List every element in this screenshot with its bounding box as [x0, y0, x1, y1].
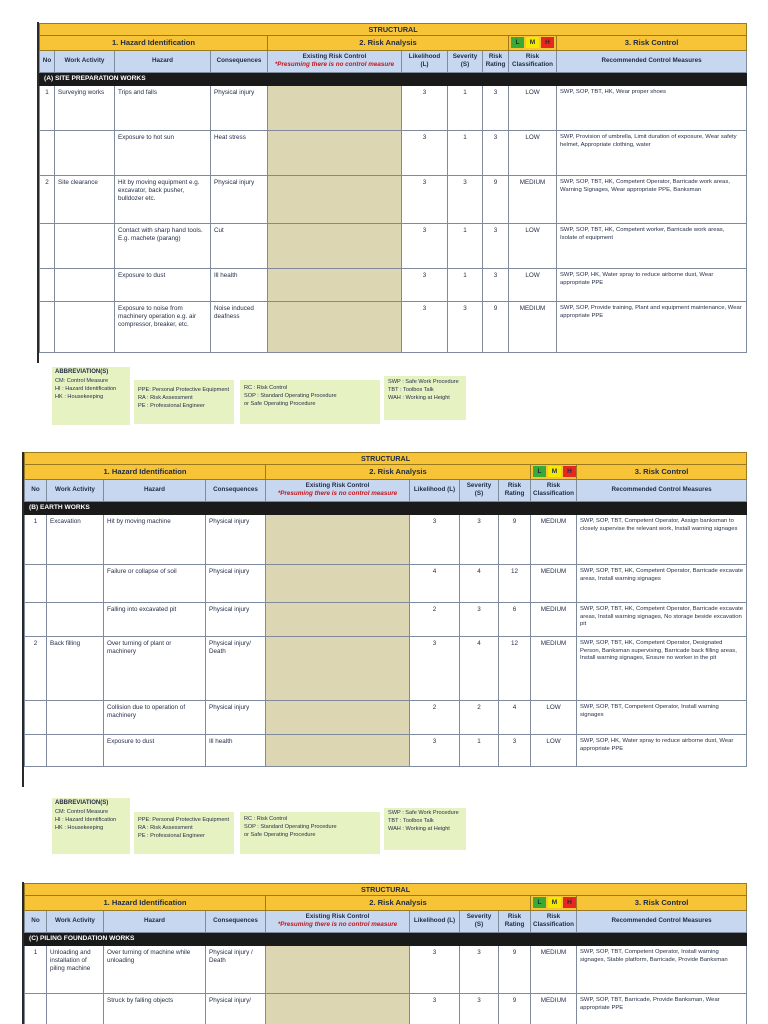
consequences-cell: Physical injury	[206, 603, 266, 637]
work-activity-cell: Excavation	[47, 515, 104, 565]
consequences-cell: Physical injury/ Death	[206, 637, 266, 701]
severity-cell: 3	[460, 603, 499, 637]
abbreviation-list-4	[388, 378, 459, 402]
work-activity-cell	[47, 603, 104, 637]
abbr-tbt: TBT : Toolbox Talk	[388, 818, 434, 825]
abbr-hi: HI : Hazard Identification	[55, 816, 117, 823]
abbreviation-list-2	[138, 816, 229, 840]
risk-classification-cell: MEDIUM	[531, 603, 577, 637]
risk-legend	[531, 465, 577, 480]
page-title: STRUCTURAL	[40, 24, 747, 36]
risk-classification-cell: LOW	[509, 224, 557, 269]
abbr-hi: HI : Hazard Identification	[55, 385, 117, 392]
likelihood-cell: 3	[402, 131, 448, 176]
row-number	[40, 302, 55, 353]
severity-cell: 1	[460, 735, 499, 767]
legend-medium: M	[548, 897, 561, 908]
abbr-swp: SWP : Safe Work Procedure	[388, 379, 459, 385]
col-consequences: Consequences	[206, 911, 266, 932]
work-activity-cell	[55, 302, 115, 353]
consequences-cell: Noise induced deafness	[211, 302, 268, 353]
abbreviation-title: ABBREVIATION(S)	[55, 800, 109, 806]
col-existing-title: Existing Risk Control	[302, 53, 367, 61]
existing-control-cell	[266, 701, 410, 735]
abbr-sop-alt: or Safe Operating Procedure	[244, 832, 316, 839]
category-site-preparation: (A) SITE PREPARATION WORKS	[40, 72, 747, 86]
existing-control-cell	[266, 946, 410, 994]
severity-cell: 3	[460, 994, 499, 1024]
col-severity: Severity (S)	[460, 480, 499, 501]
control-measures-cell: SWP, SOP, TBT, Competent Operator, Install warning signages, Stable platform, Barricade, Provide Banksman	[577, 946, 747, 994]
hazard-cell: Falling into excavated pit	[104, 603, 206, 637]
row-number	[25, 603, 47, 637]
abbr-ra: RA : Risk Assessment	[138, 395, 193, 402]
row-number	[25, 735, 47, 767]
table-row	[40, 86, 747, 131]
page-title: STRUCTURAL	[25, 884, 747, 896]
risk-classification-cell: MEDIUM	[531, 994, 577, 1024]
table-row	[40, 176, 747, 224]
work-activity-cell: Unloading and installation of piling machine	[47, 946, 104, 994]
abbr-pe: PE : Professional Engineer	[138, 403, 205, 410]
existing-control-cell	[266, 637, 410, 701]
severity-cell: 1	[448, 269, 483, 302]
severity-cell: 3	[460, 946, 499, 994]
col-recommended-measures: Recommended Control Measures	[557, 51, 747, 72]
abbr-sop: SOP : Standard Operating Procedure	[244, 393, 337, 400]
hazard-cell: Exposure to dust	[115, 269, 211, 302]
risk-legend	[509, 36, 557, 51]
existing-control-cell	[268, 131, 402, 176]
legend-high: H	[541, 37, 554, 48]
likelihood-cell: 3	[410, 515, 460, 565]
col-hazard: Hazard	[104, 480, 206, 501]
risk-legend	[531, 896, 577, 911]
col-severity: Severity (S)	[448, 51, 483, 72]
page-title: STRUCTURAL	[25, 453, 747, 465]
consequences-cell: Physical injury	[211, 176, 268, 224]
col-risk-rating: Risk Rating	[483, 51, 509, 72]
col-risk-rating: Risk Rating	[499, 911, 531, 932]
risk-classification-cell: LOW	[509, 269, 557, 302]
col-existing-note: *Presuming there is no control measure	[274, 61, 395, 69]
hazard-cell: Exposure to noise from machinery operation e.g. air compressor, breaker, etc.	[115, 302, 211, 353]
col-recommended-measures: Recommended Control Measures	[577, 480, 747, 501]
likelihood-cell: 2	[410, 701, 460, 735]
work-activity-cell	[47, 565, 104, 603]
work-activity-cell: Back filling	[47, 637, 104, 701]
risk-classification-cell: MEDIUM	[531, 637, 577, 701]
col-existing-note: *Presuming there is no control measure	[277, 921, 398, 929]
risk-rating-cell: 12	[499, 637, 531, 701]
row-number: 1	[25, 946, 47, 994]
abbr-rc: RC : Risk Control	[244, 816, 288, 822]
table-row	[40, 269, 747, 302]
abbr-sop-alt: or Safe Operating Procedure	[244, 401, 316, 408]
col-no: No	[25, 480, 47, 501]
abbr-ppe: PPE: Personal Protective Equipment	[138, 817, 230, 823]
abbr-rc: RC : Risk Control	[244, 385, 288, 391]
hazard-cell: Over turning of machine while unloading	[104, 946, 206, 994]
severity-cell: 1	[448, 131, 483, 176]
work-activity-cell	[55, 131, 115, 176]
likelihood-cell: 3	[402, 176, 448, 224]
abbreviation-list-3	[244, 815, 337, 839]
section-hazard-identification: 1. Hazard Identification	[25, 465, 266, 480]
existing-control-cell	[268, 224, 402, 269]
section-risk-analysis: 2. Risk Analysis	[266, 896, 531, 911]
col-risk-classification: Risk Classification	[531, 911, 577, 932]
existing-control-cell	[266, 735, 410, 767]
hazard-cell: Exposure to dust	[104, 735, 206, 767]
col-no: No	[40, 51, 55, 72]
likelihood-cell: 3	[402, 269, 448, 302]
table-row	[25, 565, 747, 603]
row-number	[40, 131, 55, 176]
existing-control-cell	[268, 302, 402, 353]
row-number: 2	[40, 176, 55, 224]
risk-rating-cell: 9	[499, 994, 531, 1024]
risk-classification-cell: MEDIUM	[531, 515, 577, 565]
col-risk-classification: Risk Classification	[531, 480, 577, 501]
col-risk-classification: Risk Classification	[509, 51, 557, 72]
control-measures-cell: SWP, SOP, TBT, Competent Operator, Install warning signages	[577, 701, 747, 735]
risk-rating-cell: 4	[499, 701, 531, 735]
consequences-cell: Ill health	[211, 269, 268, 302]
consequences-cell: Cut	[211, 224, 268, 269]
consequences-cell: Heat stress	[211, 131, 268, 176]
category-piling-foundation: (C) PILING FOUNDATION WORKS	[25, 932, 747, 946]
risk-rating-cell: 9	[483, 176, 509, 224]
section-risk-control: 3. Risk Control	[577, 896, 747, 911]
hazard-cell: Hit by moving equipment e.g. excavator, back pusher, bulldozer etc.	[115, 176, 211, 224]
col-recommended-measures: Recommended Control Measures	[577, 911, 747, 932]
control-measures-cell: SWP, SOP, TBT, HK, Competent Operator, Designated Person, Banksman supervising, Barricade back filling areas, Install warning signages, Ensure no worker in the pit	[577, 637, 747, 701]
control-measures-cell: SWP, SOP, HK, Water spray to reduce airborne dust, Wear appropriate PPE	[577, 735, 747, 767]
risk-table-piling-foundation	[24, 883, 747, 1024]
control-measures-cell: SWP, SOP, TBT, HK, Competent Operator, Barricade work areas, Warning Signages, Wear appropriate PPE, Banksman	[557, 176, 747, 224]
risk-rating-cell: 3	[483, 224, 509, 269]
existing-control-cell	[266, 515, 410, 565]
control-measures-cell: SWP, SOP, TBT, HK, Competent worker, Barricade work areas, Isolate of equipment	[557, 224, 747, 269]
row-number: 1	[25, 515, 47, 565]
col-likelihood: Likelihood (L)	[410, 480, 460, 501]
col-existing-note: *Presuming there is no control measure	[277, 490, 398, 498]
risk-rating-cell: 9	[483, 302, 509, 353]
existing-control-cell	[266, 994, 410, 1024]
work-activity-cell	[55, 269, 115, 302]
risk-classification-cell: MEDIUM	[509, 302, 557, 353]
section-hazard-identification: 1. Hazard Identification	[25, 896, 266, 911]
section-risk-analysis: 2. Risk Analysis	[266, 465, 531, 480]
risk-classification-cell: LOW	[531, 735, 577, 767]
consequences-cell: Physical injury	[206, 701, 266, 735]
risk-rating-cell: 3	[483, 86, 509, 131]
hazard-cell: Failure or collapse of soil	[104, 565, 206, 603]
hazard-cell: Hit by moving machine	[104, 515, 206, 565]
col-work-activity: Work Activity	[47, 911, 104, 932]
likelihood-cell: 3	[402, 302, 448, 353]
section-risk-control: 3. Risk Control	[557, 36, 747, 51]
col-hazard: Hazard	[115, 51, 211, 72]
severity-cell: 3	[448, 302, 483, 353]
abbr-ra: RA : Risk Assessment	[138, 825, 193, 832]
control-measures-cell: SWP, SOP, TBT, Competent Operator, Assign banksman to closely supervise the relevant work, Install warning signages	[577, 515, 747, 565]
legend-high: H	[563, 466, 576, 477]
control-measures-cell: SWP, SOP, HK, Water spray to reduce airborne dust, Wear appropriate PPE	[557, 269, 747, 302]
legend-low: L	[511, 37, 524, 48]
hazard-cell: Contact with sharp hand tools. E.g. machete (parang)	[115, 224, 211, 269]
col-consequences: Consequences	[206, 480, 266, 501]
work-activity-cell: Surveying works	[55, 86, 115, 131]
col-severity: Severity (S)	[460, 911, 499, 932]
table-row	[25, 994, 747, 1024]
section-risk-analysis: 2. Risk Analysis	[268, 36, 509, 51]
risk-classification-cell: LOW	[509, 86, 557, 131]
hazard-cell: Collision due to operation of machinery	[104, 701, 206, 735]
risk-rating-cell: 3	[483, 269, 509, 302]
row-number: 2	[25, 637, 47, 701]
section-hazard-identification: 1. Hazard Identification	[40, 36, 268, 51]
abbr-cm: CM: Control Measure	[55, 808, 109, 815]
legend-low: L	[533, 897, 546, 908]
legend-low: L	[533, 466, 546, 477]
likelihood-cell: 3	[402, 86, 448, 131]
existing-control-cell	[266, 565, 410, 603]
severity-cell: 4	[460, 637, 499, 701]
legend-medium: M	[548, 466, 561, 477]
risk-table-earth-works	[24, 452, 747, 767]
abbr-tbt: TBT : Toolbox Talk	[388, 387, 434, 394]
risk-rating-cell: 6	[499, 603, 531, 637]
abbr-swp: SWP : Safe Work Procedure	[388, 810, 459, 816]
col-hazard: Hazard	[104, 911, 206, 932]
likelihood-cell: 4	[410, 565, 460, 603]
control-measures-cell: SWP, Provision of umbrella, Limit duration of exposure, Wear safety helmet, Appropriate clothing, water	[557, 131, 747, 176]
abbr-hk: HK : Housekeeping	[55, 824, 104, 831]
table-row	[40, 224, 747, 269]
table-row	[25, 637, 747, 701]
hazard-cell: Over turning of plant or machinery	[104, 637, 206, 701]
abbr-cm: CM: Control Measure	[55, 377, 109, 384]
existing-control-cell	[266, 603, 410, 637]
col-work-activity: Work Activity	[55, 51, 115, 72]
table-row	[25, 701, 747, 735]
risk-rating-cell: 3	[499, 735, 531, 767]
table-row	[40, 302, 747, 353]
abbreviation-list-1	[55, 799, 116, 832]
risk-table-site-preparation	[39, 23, 747, 353]
abbr-ppe: PPE: Personal Protective Equipment	[138, 387, 230, 393]
row-number: 1	[40, 86, 55, 131]
risk-rating-cell: 9	[499, 946, 531, 994]
legend-medium: M	[526, 37, 539, 48]
consequences-cell: Physical injury	[206, 515, 266, 565]
existing-control-cell	[268, 86, 402, 131]
control-measures-cell: SWP, SOP, TBT, HK, Competent Operator, Barricade excavate areas, Install warning signages, No storage beside excavation pit	[577, 603, 747, 637]
table-row	[25, 515, 747, 565]
abbr-wah: WAH : Working at Height	[388, 395, 450, 402]
category-earth-works: (B) EARTH WORKS	[25, 501, 747, 515]
existing-control-cell	[268, 176, 402, 224]
row-number	[25, 994, 47, 1024]
likelihood-cell: 3	[402, 224, 448, 269]
row-number	[25, 701, 47, 735]
likelihood-cell: 2	[410, 603, 460, 637]
col-likelihood: Likelihood (L)	[410, 911, 460, 932]
legend-high: H	[563, 897, 576, 908]
abbreviation-list-1	[55, 368, 116, 401]
risk-classification-cell: MEDIUM	[509, 176, 557, 224]
col-existing-title: Existing Risk Control	[305, 913, 370, 921]
severity-cell: 1	[448, 224, 483, 269]
risk-classification-cell: MEDIUM	[531, 946, 577, 994]
abbr-pe: PE : Professional Engineer	[138, 833, 205, 840]
col-no: No	[25, 911, 47, 932]
col-existing-control	[268, 51, 402, 72]
col-existing-title: Existing Risk Control	[305, 482, 370, 490]
abbreviation-list-3	[244, 384, 337, 408]
existing-control-cell	[268, 269, 402, 302]
likelihood-cell: 3	[410, 994, 460, 1024]
severity-cell: 1	[448, 86, 483, 131]
control-measures-cell: SWP, SOP, TBT, HK, Competent Operator, Barricade excavate areas, Install warning signages	[577, 565, 747, 603]
risk-classification-cell: MEDIUM	[531, 565, 577, 603]
col-likelihood: Likelihood (L)	[402, 51, 448, 72]
consequences-cell: Physical injury	[206, 565, 266, 603]
table-row	[25, 735, 747, 767]
likelihood-cell: 3	[410, 946, 460, 994]
col-existing-control	[266, 911, 410, 932]
row-number	[40, 224, 55, 269]
col-existing-control	[266, 480, 410, 501]
abbr-wah: WAH : Working at Height	[388, 826, 450, 833]
consequences-cell: Physical injury	[211, 86, 268, 131]
col-work-activity: Work Activity	[47, 480, 104, 501]
work-activity-cell	[47, 994, 104, 1024]
consequences-cell: Physical injury / Death	[206, 946, 266, 994]
control-measures-cell: SWP, SOP, Provide training, Plant and equipment maintenance, Wear appropriate PPE	[557, 302, 747, 353]
row-number	[40, 269, 55, 302]
consequences-cell: Physical injury/	[206, 994, 266, 1024]
risk-classification-cell: LOW	[531, 701, 577, 735]
risk-classification-cell: LOW	[509, 131, 557, 176]
col-risk-rating: Risk Rating	[499, 480, 531, 501]
work-activity-cell	[47, 701, 104, 735]
abbreviation-title: ABBREVIATION(S)	[55, 369, 109, 375]
consequences-cell: Ill health	[206, 735, 266, 767]
abbr-hk: HK : Housekeeping	[55, 393, 104, 400]
row-number	[25, 565, 47, 603]
hazard-cell: Struck by falling objects	[104, 994, 206, 1024]
severity-cell: 3	[460, 515, 499, 565]
abbreviation-list-2	[138, 386, 229, 410]
hazard-cell: Trips and falls	[115, 86, 211, 131]
likelihood-cell: 3	[410, 637, 460, 701]
risk-rating-cell: 9	[499, 515, 531, 565]
severity-cell: 2	[460, 701, 499, 735]
control-measures-cell: SWP, SOP, TBT, HK, Wear proper shoes	[557, 86, 747, 131]
table-row	[25, 946, 747, 994]
work-activity-cell	[55, 224, 115, 269]
severity-cell: 4	[460, 565, 499, 603]
abbr-sop: SOP : Standard Operating Procedure	[244, 824, 337, 831]
hazard-cell: Exposure to hot sun	[115, 131, 211, 176]
section-risk-control: 3. Risk Control	[577, 465, 747, 480]
col-consequences: Consequences	[211, 51, 268, 72]
work-activity-cell	[47, 735, 104, 767]
risk-rating-cell: 3	[483, 131, 509, 176]
table-row	[25, 603, 747, 637]
abbreviation-list-4	[388, 809, 459, 833]
control-measures-cell: SWP, SOP, TBT, Barricade, Provide Banksman, Wear appropriate PPE	[577, 994, 747, 1024]
work-activity-cell: Site clearance	[55, 176, 115, 224]
risk-rating-cell: 12	[499, 565, 531, 603]
severity-cell: 3	[448, 176, 483, 224]
likelihood-cell: 3	[410, 735, 460, 767]
table-row	[40, 131, 747, 176]
